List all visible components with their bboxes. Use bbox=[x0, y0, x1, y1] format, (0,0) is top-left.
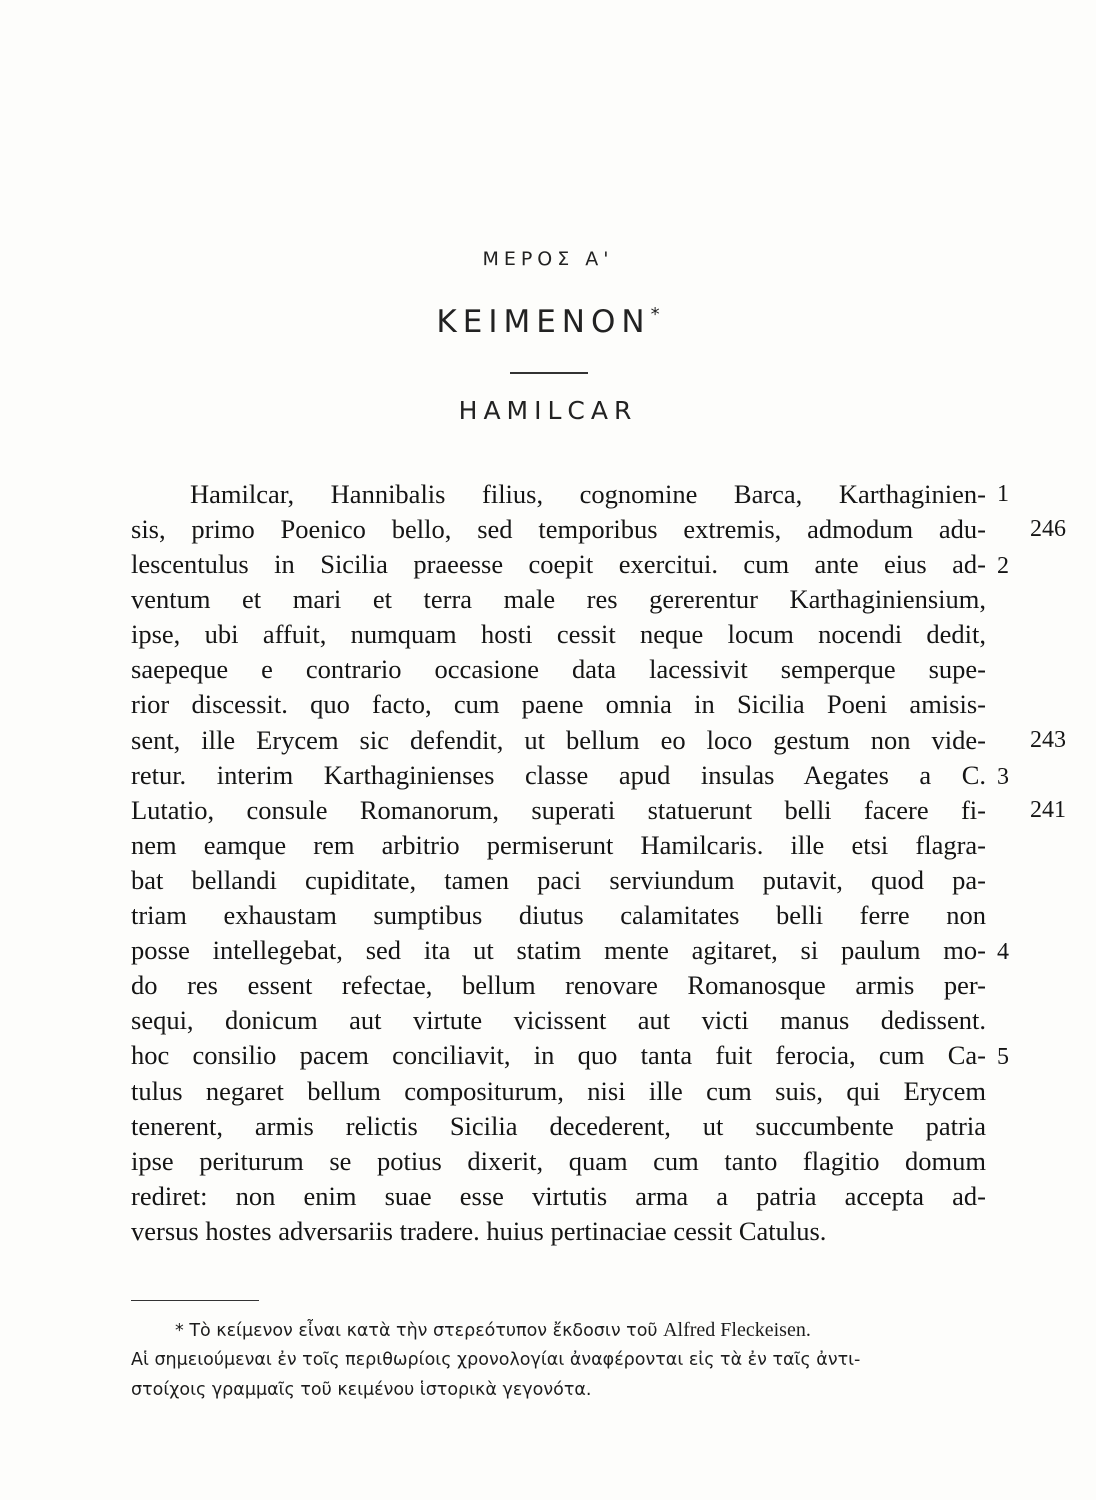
text-line: sent, ille Erycem sic defendit, ut bellum eo loco gestum non vide- bbox=[131, 725, 986, 755]
text-heading-label: ΚΕΙΜΕΝΟΝ bbox=[436, 304, 651, 340]
text-line: ventum et mari et terra male res gererentur Karthaginiensium, bbox=[131, 584, 986, 614]
footnote-text: Τὸ κείμενον εἶναι κατὰ τὴν στερεότυπον ἔκδοσιν τοῦ bbox=[189, 1321, 658, 1341]
text-line: bat bellandi cupiditate, tamen paci serviundum putavit, quod pa- bbox=[131, 865, 986, 895]
text-line: sis, primo Poenico bello, sed temporibus extremis, admodum adu- bbox=[131, 514, 986, 544]
footnote-line bbox=[175, 1316, 811, 1344]
section-number: 4 bbox=[997, 939, 1009, 965]
text-line: sequi, donicum aut virtute vicissent aut victi manus dedissent. bbox=[131, 1005, 986, 1035]
text-heading bbox=[0, 304, 1096, 340]
footnote-marker: * bbox=[650, 304, 660, 325]
text-line: saepeque e contrario occasione data lacessivit semperque supe- bbox=[131, 654, 986, 684]
text-line: ipse, ubi affuit, numquam hosti cessit neque locum nocendi dedit, bbox=[131, 619, 986, 649]
text-line: ipse periturum se potius dixerit, quam cum tanto flagitio domum bbox=[131, 1146, 986, 1176]
text-line: lescentulus in Sicilia praeesse coepit exercitui. cum ante eius ad- bbox=[131, 549, 986, 579]
year-marker: 243 bbox=[1030, 727, 1066, 753]
part-heading: ΜΕΡΟΣ Α' bbox=[482, 248, 614, 270]
footnote-mark: * bbox=[175, 1321, 184, 1341]
text-line: do res essent refectae, bellum renovare Romanosque armis per- bbox=[131, 970, 986, 1000]
chapter-heading: HAMILCAR bbox=[458, 396, 638, 425]
section-number: 1 bbox=[997, 481, 1009, 507]
text-line: tulus negaret bellum compositurum, nisi ille cum suis, qui Erycem bbox=[131, 1076, 986, 1106]
footnote-editor-name: Alfred Fleckeisen. bbox=[663, 1319, 811, 1341]
text-line: triam exhaustam sumptibus diutus calamitates belli ferre non bbox=[131, 900, 986, 930]
footnote-line: στοίχοις γραμμαῖς τοῦ κειμένου ἱστορικὰ γεγονότα. bbox=[131, 1380, 592, 1400]
section-number: 5 bbox=[997, 1044, 1009, 1070]
section-number: 2 bbox=[997, 553, 1009, 579]
text-line: tenerent, armis relictis Sicilia decederent, ut succumbente patria bbox=[131, 1111, 986, 1141]
year-marker: 246 bbox=[1030, 516, 1066, 542]
text-line: Hamilcar, Hannibalis filius, cognomine Barca, Karthaginien- bbox=[190, 479, 986, 509]
text-line: posse intellegebat, sed ita ut statim mente agitaret, si paulum mo- bbox=[131, 935, 986, 965]
text-line: rior discessit. quo facto, cum paene omnia in Sicilia Poeni amisis- bbox=[131, 689, 986, 719]
text-line: rediret: non enim suae esse virtutis arma a patria accepta ad- bbox=[131, 1181, 986, 1211]
text-line: nem eamque rem arbitrio permiserunt Hamilcaris. ille etsi flagra- bbox=[131, 830, 986, 860]
text-line: retur. interim Karthaginienses classe apud insulas Aegates a C. bbox=[131, 760, 986, 790]
section-number: 3 bbox=[997, 764, 1009, 790]
footnote-line: Αἱ σημειούμεναι ἐν τοῖς περιθωρίοις χρονολογίαι ἀναφέρονται εἰς τὰ ἐν ταῖς ἀντι- bbox=[131, 1350, 861, 1370]
text-line: hoc consilio pacem conciliavit, in quo tanta fuit ferocia, cum Ca- bbox=[131, 1040, 986, 1070]
text-line: Lutatio, consule Romanorum, superati statuerunt belli facere fi- bbox=[131, 795, 986, 825]
heading-rule bbox=[510, 372, 588, 374]
year-marker: 241 bbox=[1030, 797, 1066, 823]
footnote-rule bbox=[131, 1300, 259, 1301]
text-line: versus hostes adversariis tradere. huius pertinaciae cessit Catulus. bbox=[131, 1216, 827, 1246]
